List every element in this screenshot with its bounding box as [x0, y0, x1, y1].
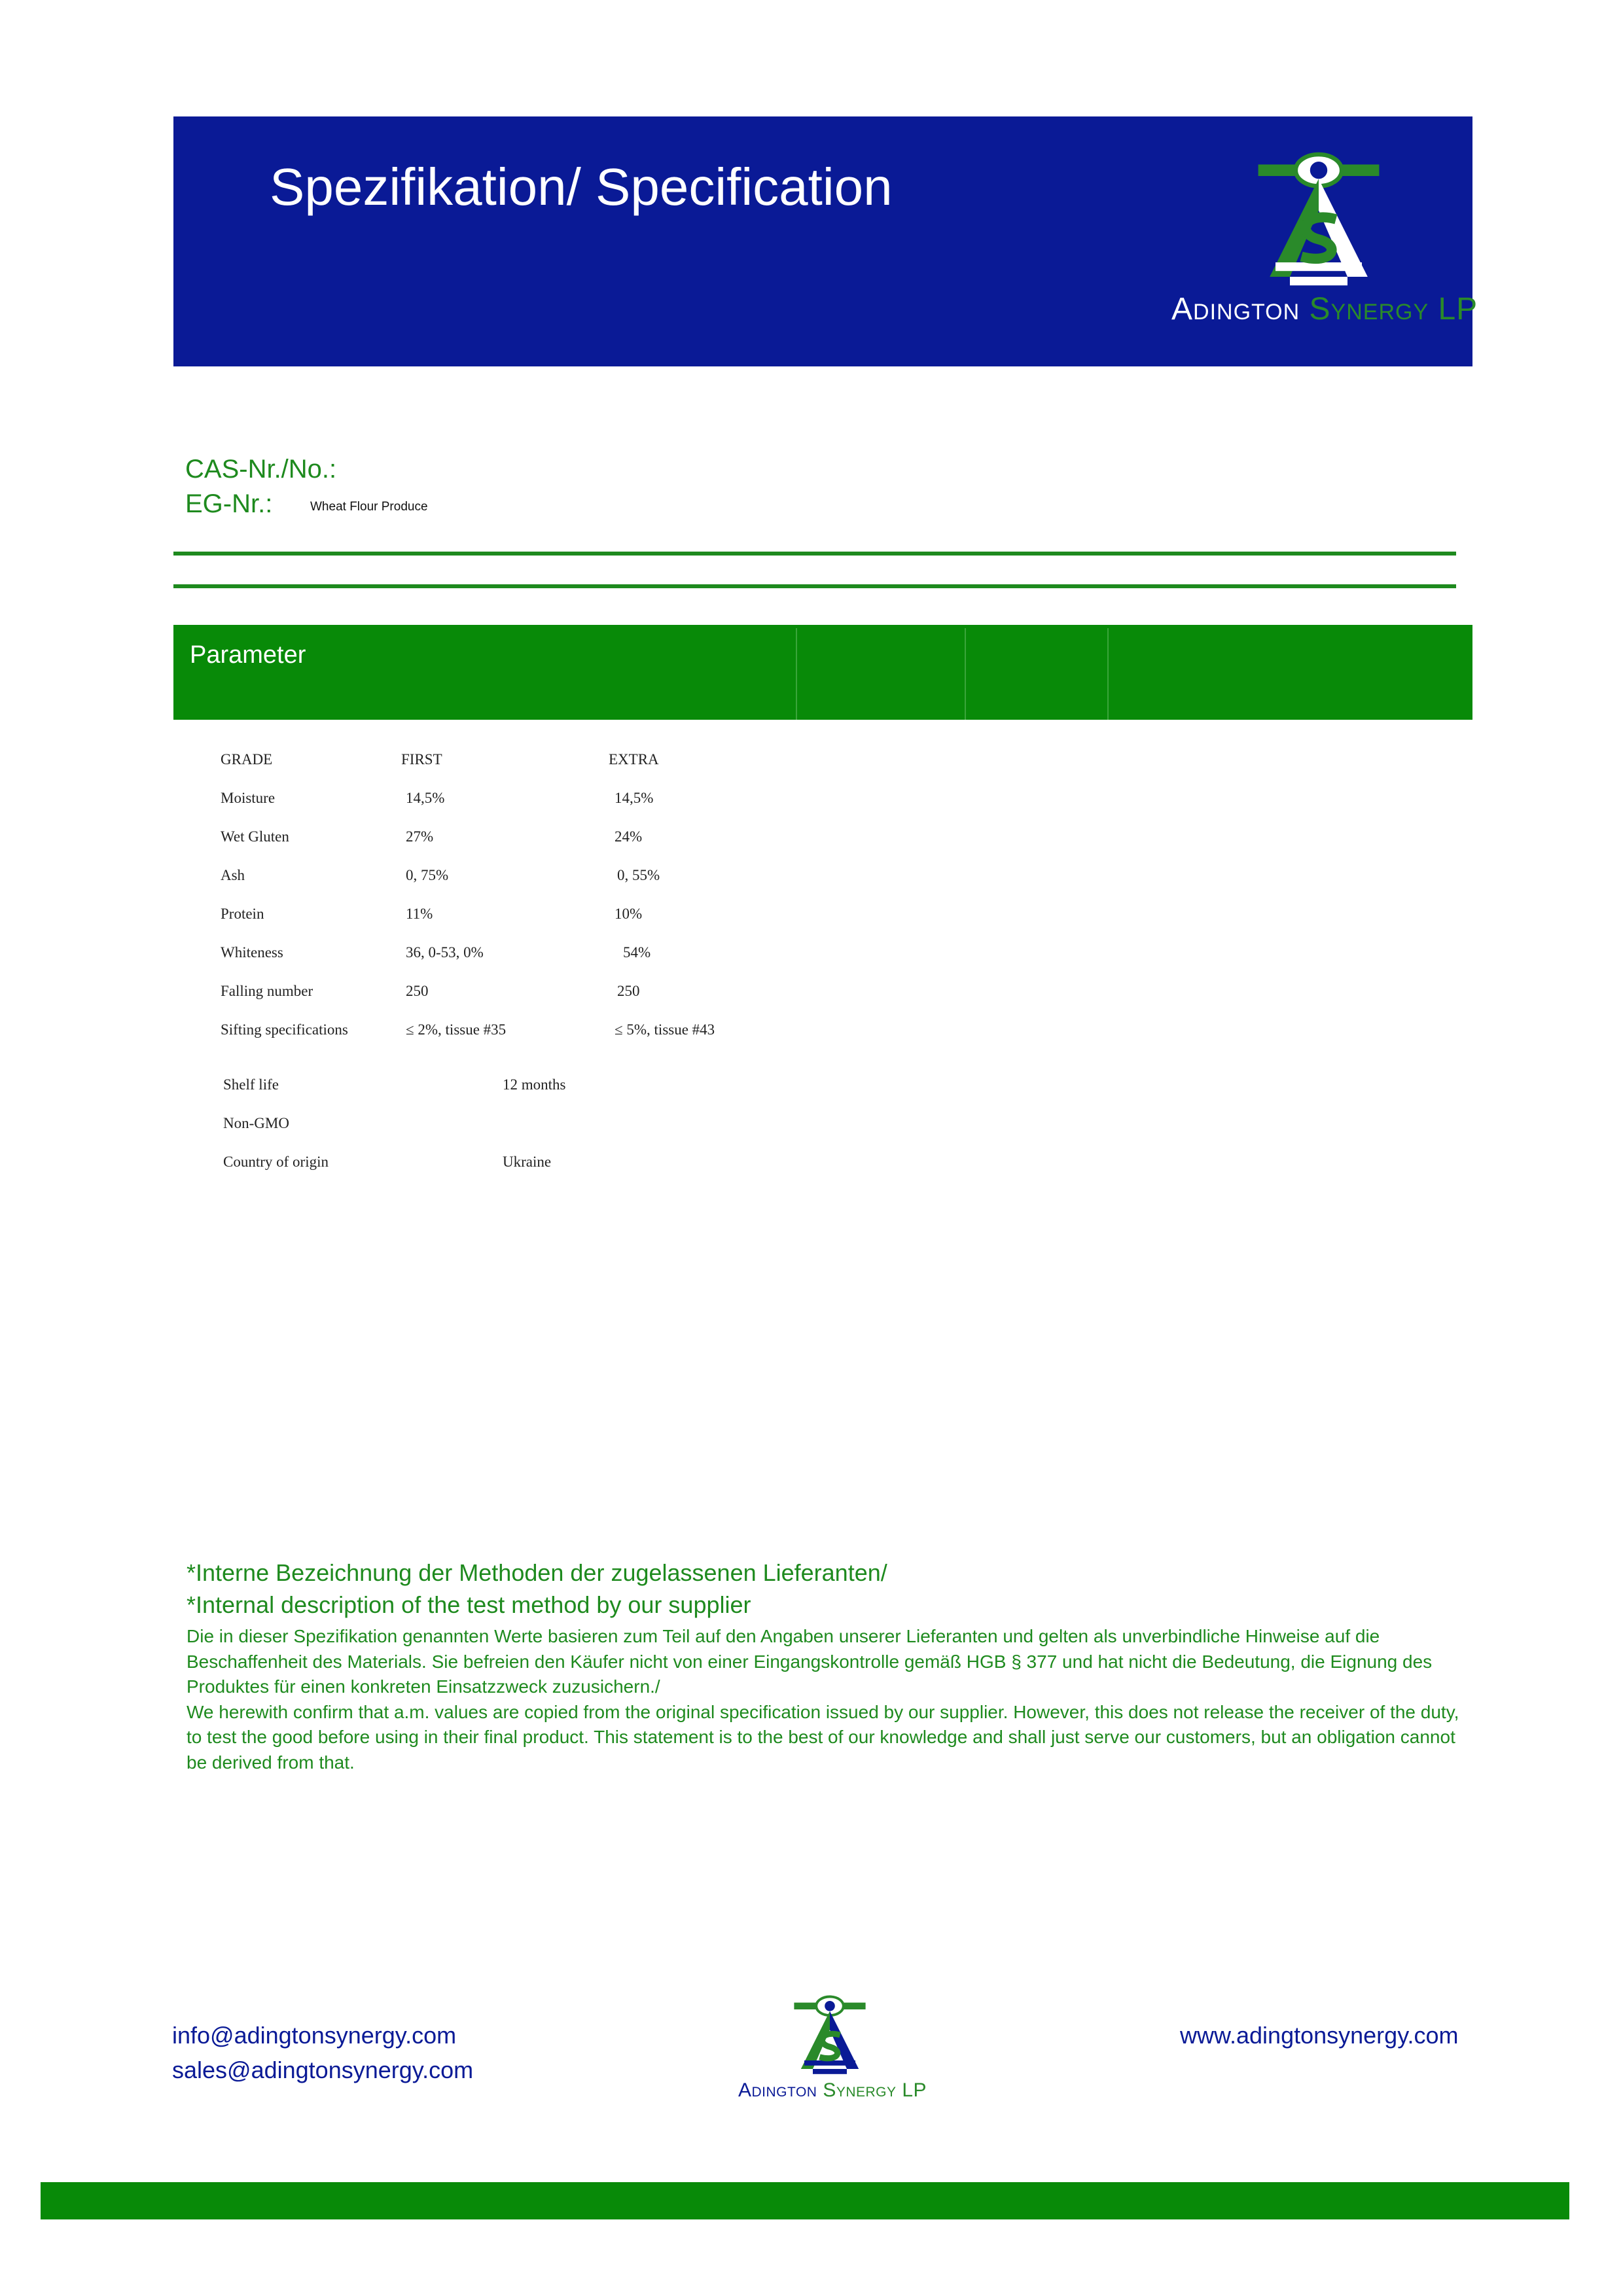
page-title: Spezifikation/ Specification	[270, 158, 893, 216]
brand-name-part1: Adington	[1171, 292, 1300, 327]
sales-email-link[interactable]: sales@adingtonsynergy.com	[172, 2057, 474, 2083]
cas-number-label: CAS-Nr./No.:	[185, 455, 337, 484]
table-cell-first: 27%	[406, 828, 434, 845]
disclaimer-en: We herewith confirm that a.m. values are copied from the original specification issued by our supplier. However, this does not release the receiver of the duty, to test the good before using in their final product. This statement is to the best of our knowledge and shall just serve our customers, but an obligation cannot be derived from that.	[187, 1701, 1459, 1773]
column-divider	[796, 628, 797, 720]
parameter-label: Parameter	[190, 641, 306, 669]
info-value: 12 months	[503, 1076, 566, 1093]
info-label: Non-GMO	[223, 1115, 289, 1131]
eye-triangle-logo-icon	[1247, 147, 1391, 291]
info-email-link[interactable]: info@adingtonsynergy.com	[172, 2022, 457, 2049]
info-label: Country of origin	[223, 1154, 329, 1170]
eg-number-label: EG-Nr.:	[185, 489, 273, 518]
table-cell-first: 250	[406, 983, 429, 999]
table-cell-extra: 250	[617, 983, 640, 999]
table-header-grade: GRADE	[221, 751, 273, 768]
brand-name-part1: Adington	[738, 2079, 817, 2101]
table-cell-parameter: Protein	[221, 906, 264, 922]
table-header-extra: EXTRA	[609, 751, 659, 768]
table-cell-parameter: Whiteness	[221, 944, 283, 961]
footer-brand-name	[738, 2079, 927, 2102]
eye-triangle-logo-icon	[787, 1992, 872, 2077]
info-label: Shelf life	[223, 1076, 279, 1093]
product-name: Wheat Flour Produce	[310, 500, 428, 514]
table-cell-extra: 14,5%	[615, 790, 654, 806]
divider-line	[173, 584, 1456, 588]
website-link[interactable]: www.adingtonsynergy.com	[1180, 2022, 1459, 2049]
note-heading-en: *Internal description of the test method by our supplier	[187, 1591, 751, 1618]
table-cell-first: 0, 75%	[406, 867, 449, 883]
table-cell-extra: 24%	[615, 828, 643, 845]
table-cell-first: 11%	[406, 906, 433, 922]
footer-bar	[41, 2182, 1569, 2219]
table-cell-extra: 54%	[623, 944, 651, 961]
table-cell-parameter: Ash	[221, 867, 245, 883]
table-cell-extra: 10%	[615, 906, 643, 922]
table-cell-extra: 0, 55%	[617, 867, 660, 883]
brand-name-part2: Synergy LP	[1309, 292, 1478, 327]
table-cell-first: 14,5%	[406, 790, 445, 806]
table-cell-parameter: Falling number	[221, 983, 313, 999]
table-cell-parameter: Moisture	[221, 790, 276, 806]
note-heading-de: *Interne Bezeichnung der Methoden der zugelassenen Lieferanten/	[187, 1559, 887, 1586]
table-cell-extra: ≤ 5%, tissue #43	[615, 1021, 715, 1038]
table-cell-first: 36, 0-53, 0%	[406, 944, 484, 961]
table-cell-parameter: Wet Gluten	[221, 828, 289, 845]
column-divider	[965, 628, 966, 720]
parameter-header-bar	[173, 625, 1472, 720]
brand-name-part2: Synergy LP	[823, 2079, 927, 2101]
info-value: Ukraine	[503, 1154, 552, 1170]
divider-line	[173, 552, 1456, 556]
brand-name	[1171, 291, 1478, 327]
disclaimer-de: Die in dieser Spezifikation genannten Werte basieren zum Teil auf den Angaben unserer Lieferanten und gelten als unverbindliche Hinweise auf die Beschaffenheit des Materials. Sie befreien den Käufer nicht von einer Eingangskontrolle gemäß HGB § 377 und hat nicht die Bedeutung, die Eignung des Produktes für einen konkreten Einsatzzweck zuzusichern./	[187, 1626, 1433, 1697]
disclaimer-text	[187, 1624, 1463, 1775]
table-cell-parameter: Sifting specifications	[221, 1021, 348, 1038]
column-divider	[1107, 628, 1109, 720]
table-header-first: FIRST	[401, 751, 442, 768]
table-cell-first: ≤ 2%, tissue #35	[406, 1021, 507, 1038]
